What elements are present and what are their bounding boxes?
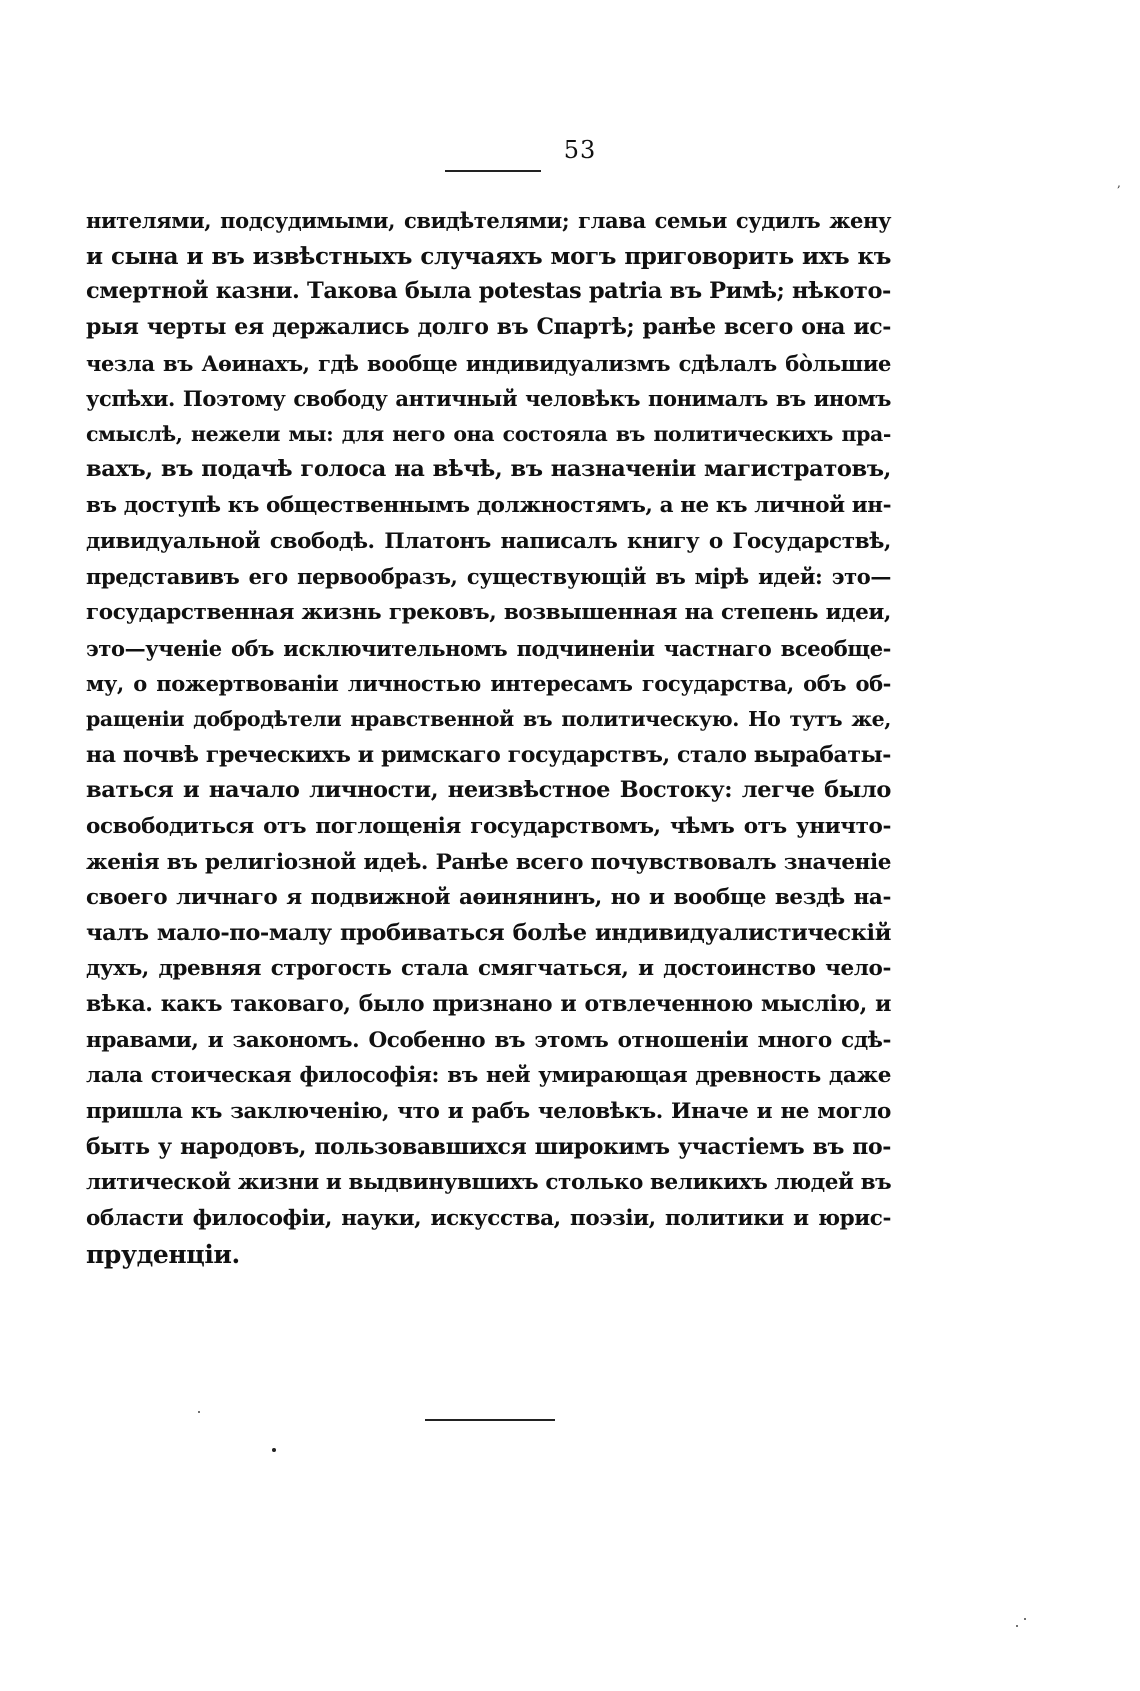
text-line-13: это—ученіе объ исключительномъ подчиненіи частнаго всеобще- [86, 635, 891, 661]
text-line-17: ваться и начало личности, неизвѣстное Востоку: легче было [86, 777, 891, 804]
text-line-29: области философіи, науки, искусства, поэзіи, политики и юрис- [86, 1205, 891, 1231]
ink-speck [1024, 1618, 1026, 1620]
margin-mark: , [1117, 176, 1121, 190]
ink-speck [1016, 1625, 1018, 1627]
ink-speck [198, 1411, 200, 1413]
text-line-28: литической жизни и выдвинувшихъ столько великихъ людей въ [86, 1170, 892, 1196]
text-line-27: быть у народовъ, пользовавшихся широкимъ участіемъ въ по- [86, 1133, 891, 1160]
body-text [86, 203, 891, 1272]
text-line-1: нителями, подсудимыми, свидѣтелями; глава семьи судилъ жену [86, 208, 891, 233]
text-line-25: лала стоическая философія: въ ней умирающая древность даже [86, 1063, 891, 1089]
text-line-23: вѣка. какъ таковаго, было признано и отвлеченною мыслію, и [86, 991, 891, 1018]
text-line-15: ращеніи добродѣтели нравственной въ политическую. Но тутъ же, [86, 706, 891, 731]
text-line-12: государственная жизнь грековъ, возвышенная на степень идеи, [86, 600, 891, 626]
text-line-20: своего личнаго я подвижной аѳинянинъ, но и вообще вездѣ на- [86, 885, 891, 911]
text-line-7: смыслѣ, нежели мы: для него она состояла въ политическихъ пра- [86, 421, 891, 446]
text-line-11: представивъ его первообразъ, существующій въ мірѣ идей: это— [86, 564, 891, 590]
text-line-16: на почвѣ греческихъ и римскаго государствъ, стало вырабаты- [86, 741, 891, 768]
text-line-3: смертной казни. Такова была potestas patria въ Римѣ; нѣкото- [86, 278, 891, 305]
text-line-30: пруденціи. [86, 1239, 240, 1269]
text-line-8: вахъ, въ подачѣ голоса на вѣчѣ, въ назначеніи магистратовъ, [86, 456, 891, 483]
footer-rule [425, 1419, 555, 1421]
text-line-5: чезла въ Аѳинахъ, гдѣ вообще индивидуализмъ сдѣлалъ бо̀льшие [86, 350, 891, 376]
text-line-24: нравами, и закономъ. Особенно въ этомъ отношеніи много сдѣ- [86, 1027, 891, 1053]
page-number: 53 [563, 136, 597, 164]
header-rule [445, 170, 541, 172]
text-line-6: успѣхи. Поэтому свободу античный человѣкъ понималъ въ иномъ [86, 386, 891, 412]
text-line-2: и сына и въ извѣстныхъ случаяхъ могъ приговорить ихъ къ [86, 242, 891, 270]
ink-speck [272, 1448, 276, 1452]
text-line-10: дивидуальной свободѣ. Платонъ написалъ книгу о Государствѣ, [86, 528, 891, 554]
text-line-18: освободиться отъ поглощенія государствомъ, чѣмъ отъ уничто- [86, 813, 891, 839]
text-line-14: му, о пожертвованіи личностью интересамъ государства, объ об- [86, 671, 891, 697]
text-line-22: духъ, древняя строгость стала смягчаться, и достоинство чело- [86, 956, 891, 982]
text-line-9: въ доступѣ къ общественнымъ должностямъ, а не къ личной ин- [86, 493, 892, 519]
text-line-19: женія въ религіозной идеѣ. Ранѣе всего почувствовалъ значеніе [86, 849, 891, 875]
text-line-26: пришла къ заключенію, что и рабъ человѣкъ. Иначе и не могло [86, 1099, 891, 1125]
text-line-21: чалъ мало-по-малу пробиваться болѣе индивидуалистическій [86, 919, 891, 946]
text-line-4: рыя черты ея держались долго въ Спартѣ; ранѣе всего она ис- [86, 313, 891, 340]
